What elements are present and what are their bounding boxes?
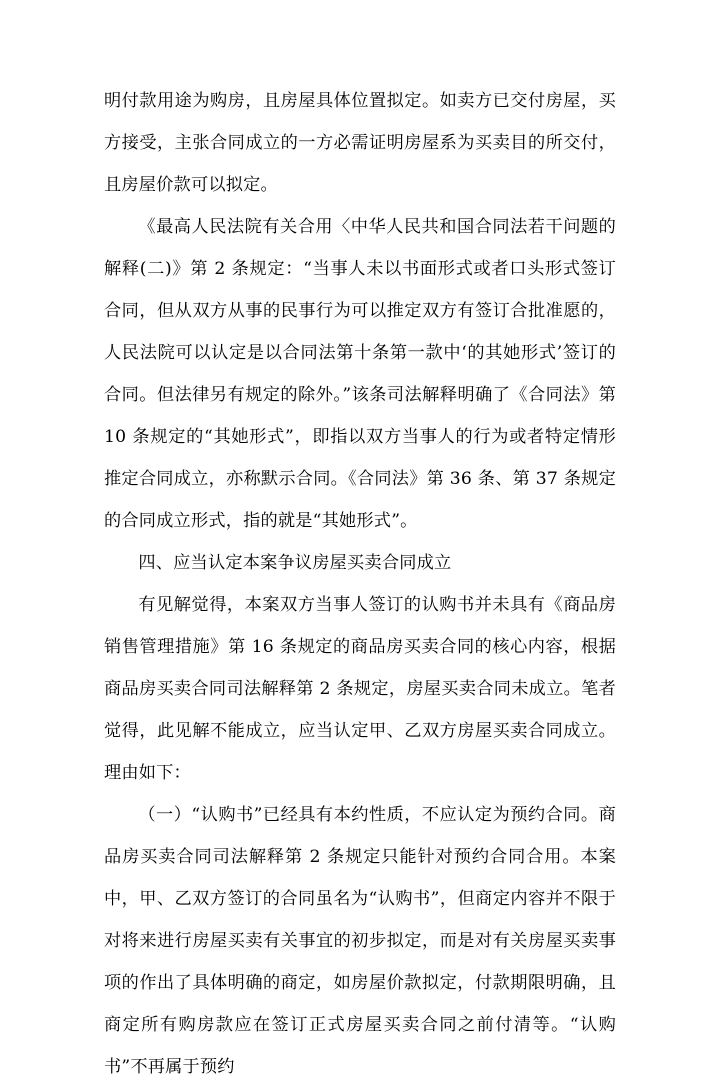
- section-heading: 四、应当认定本案争议房屋买卖合同成立: [138, 553, 452, 573]
- document-body: [104, 80, 616, 1088]
- paragraph: 有见解觉得，本案双方当事人签订的认购书并未具有《商品房销售管理措施》第 16 条规定的商品房买卖合同的核心内容，根据商品房买卖合同司法解释第 2 条规定，房屋买卖合同未成立。笔者觉得，此见解不能成立，应当认定甲、乙双方房屋买卖合同成立。理由如下：: [104, 595, 616, 783]
- paragraph: 《最高人民法院有关合用〈中华人民共和国合同法若干问题的解释(二)》第 2 条规定：“当事人未以书面形式或者口头形式签订合同，但从双方从事的民事行为可以推定双方有签订合批准愿的，人民法院可以认定是以合同法第十条第一款中‘的其她形式’签订的合同。但法律另有规定的除外。”该条司法解释明确了《合同法》第 10 条规定的“其她形式”，即指以双方当事人的行为或者特定情形推定合同成立，亦称默示合同。《合同法》第 36 条、第 37 条规定的合同成立形式，指的就是“其她形式”。: [104, 217, 616, 531]
- paragraph: （一）“认购书”已经具有本约性质，不应认定为预约合同。商品房买卖合同司法解释第 2 条规定只能针对预约合同合用。本案中，甲、乙双方签订的合同虽名为“认购书”，但商定内容并不限于对将来进行房屋买卖有关事宜的初步拟定，而是对有关房屋买卖事项的作出了具体明确的商定，如房屋价款拟定，付款期限明确，且商定所有购房款应在签订正式房屋买卖合同之前付清等。“认购书”不再属于预约: [104, 805, 616, 1077]
- paragraph: 明付款用途为购房，且房屋具体位置拟定。如卖方已交付房屋，买方接受，主张合同成立的一方必需证明房屋系为买卖目的所交付，且房屋价款可以拟定。: [104, 91, 616, 195]
